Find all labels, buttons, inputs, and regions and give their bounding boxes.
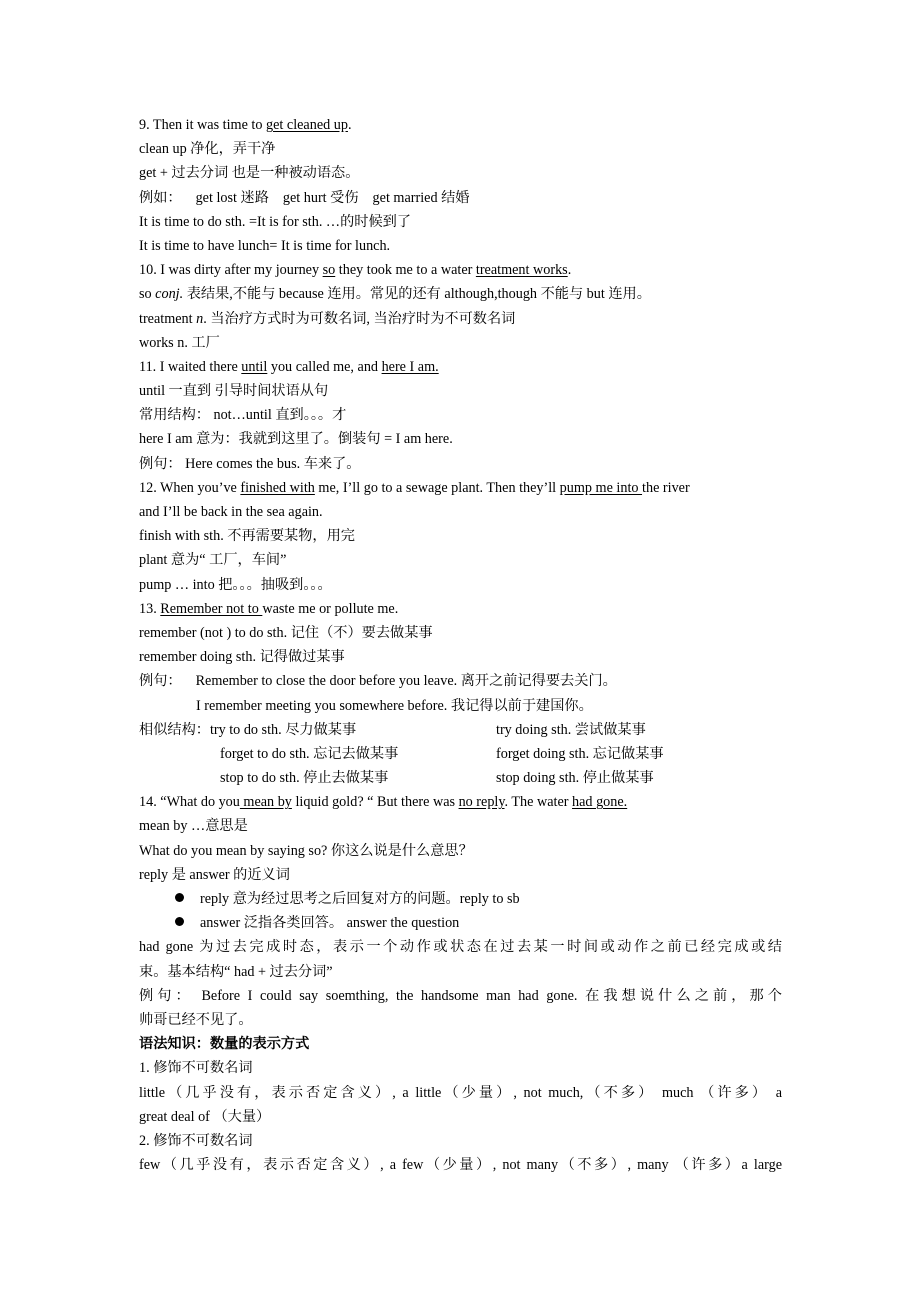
note-line: treatment n. 当治疗方式时为可数名词, 当治疗时为不可数名词 xyxy=(139,310,516,327)
sentence-10: 10. I was dirty after my journey so they took me to a water treatment works. xyxy=(139,262,572,279)
list-heading: 1. 修饰不可数名词 xyxy=(139,1060,253,1077)
sentence-9: 9. Then it was time to get cleaned up. xyxy=(139,117,352,133)
underlined-phrase: no reply xyxy=(458,794,505,811)
note-line: here I am 意为：我就到这里了。倒装句 = I am here. xyxy=(139,431,453,448)
example-line: 帅哥已经不见了。 xyxy=(139,1011,253,1028)
note-line: so conj. 表结果,不能与 because 连用。常见的还有 although,though 不能与 but 连用。 xyxy=(139,286,651,303)
document-page xyxy=(139,113,782,1177)
underlined-phrase: here I am. xyxy=(381,358,439,375)
bullet-item: reply 意为经过思考之后回复对方的问题。reply to sb xyxy=(139,887,782,911)
list-heading: 2. 修饰不可数名词 xyxy=(139,1132,253,1149)
comparison-row: stop to do sth. 停止去做某事 stop doing sth. 停止做某事 xyxy=(220,770,654,787)
section-heading: 语法知识：数量的表示方式 xyxy=(139,1036,310,1053)
bullet-dot-icon xyxy=(175,893,184,902)
note-line: mean by …意思是 xyxy=(139,818,248,835)
note-line: It is time to do sth. =It is for sth. …的时候到了 xyxy=(139,213,412,230)
sentence-12-continued: and I’ll be back in the sea again. xyxy=(139,504,323,520)
note-line: 常用结构： not…until 直到。。。才 xyxy=(139,407,347,424)
sentence-11: 11. I waited there until you called me, and here I am. xyxy=(139,358,439,375)
underlined-phrase: finished with xyxy=(240,479,315,496)
note-line: reply 是 answer 的近义词 xyxy=(139,866,290,883)
underlined-phrase: Remember not to xyxy=(160,600,263,617)
note-line: pump … into 把。。。抽吸到。。。 xyxy=(139,576,332,593)
note-line: remember doing sth. 记得做过某事 xyxy=(139,649,345,666)
underlined-phrase: treatment works xyxy=(475,262,568,279)
sentence-12: 12. When you’ve finished with me, I’ll go to a sewage plant. Then they’ll pump me into the river xyxy=(139,479,690,496)
note-line: until 一直到 引导时间状语从句 xyxy=(139,383,329,400)
note-line: clean up 净化，弄干净 xyxy=(139,141,276,158)
note-line: plant 意为“ 工厂，车间” xyxy=(139,552,287,569)
bullet-item: answer 泛指各类回答。 answer the question xyxy=(139,911,782,935)
bullet-dot-icon xyxy=(175,917,184,926)
underlined-phrase: mean by xyxy=(239,794,292,811)
example-line: 例句： Before I could say soemthing, the handsome man had gone. 在我想说什么之前，那个 xyxy=(139,987,782,1004)
note-line: remember (not ) to do sth. 记住（不）要去做某事 xyxy=(139,624,433,641)
comparison-row: forget to do sth. 忘记去做某事 forget doing sth. 忘记做某事 xyxy=(220,745,664,762)
paragraph-line: little（几乎没有，表示否定含义）, a little（少量）, not much,（不多） much （许多） a xyxy=(139,1084,782,1101)
paragraph-line: few（几乎没有，表示否定含义）, a few（少量）, not many（不多）, many （许多）a large xyxy=(139,1157,782,1174)
paragraph-line: great deal of （大量） xyxy=(139,1108,271,1125)
note-line: What do you mean by saying so? 你这么说是什么意思？ xyxy=(139,842,473,859)
underlined-phrase: so xyxy=(322,262,336,279)
underlined-phrase: pump me into xyxy=(559,479,643,496)
example-line: I remember meeting you somewhere before. 我记得以前于建国你。 xyxy=(196,697,593,714)
paragraph-line: had gone 为过去完成时态，表示一个动作或状态在过去某一时间或动作之前已经完成或结 xyxy=(139,939,782,956)
underlined-phrase: had gone. xyxy=(572,794,628,811)
example-line: 例如： get lost 迷路 get hurt 受伤 get married 结婚 xyxy=(139,189,470,206)
example-line: 例句： Remember to close the door before you leave. 离开之前记得要去关门。 xyxy=(139,673,617,690)
note-line: get + 过去分词 也是一种被动语态。 xyxy=(139,165,360,182)
paragraph-line: 束。基本结构“ had + 过去分词” xyxy=(139,963,333,980)
note-line: works n. 工厂 xyxy=(139,334,220,351)
example-line: 例句： Here comes the bus. 车来了。 xyxy=(139,455,361,472)
note-line: finish with sth. 不再需要某物，用完 xyxy=(139,528,355,545)
underlined-phrase: until xyxy=(241,358,268,375)
comparison-row: 相似结构：try to do sth. 尽力做某事 try doing sth. 尝试做某事 xyxy=(139,721,646,738)
sentence-13: 13. Remember not to waste me or pollute me. xyxy=(139,600,399,617)
sentence-14: 14. “What do you mean by liquid gold? “ But there was no reply. The water had gone. xyxy=(139,794,628,811)
note-line: It is time to have lunch= It is time for lunch. xyxy=(139,237,391,254)
underlined-phrase: get cleaned up xyxy=(266,117,348,133)
